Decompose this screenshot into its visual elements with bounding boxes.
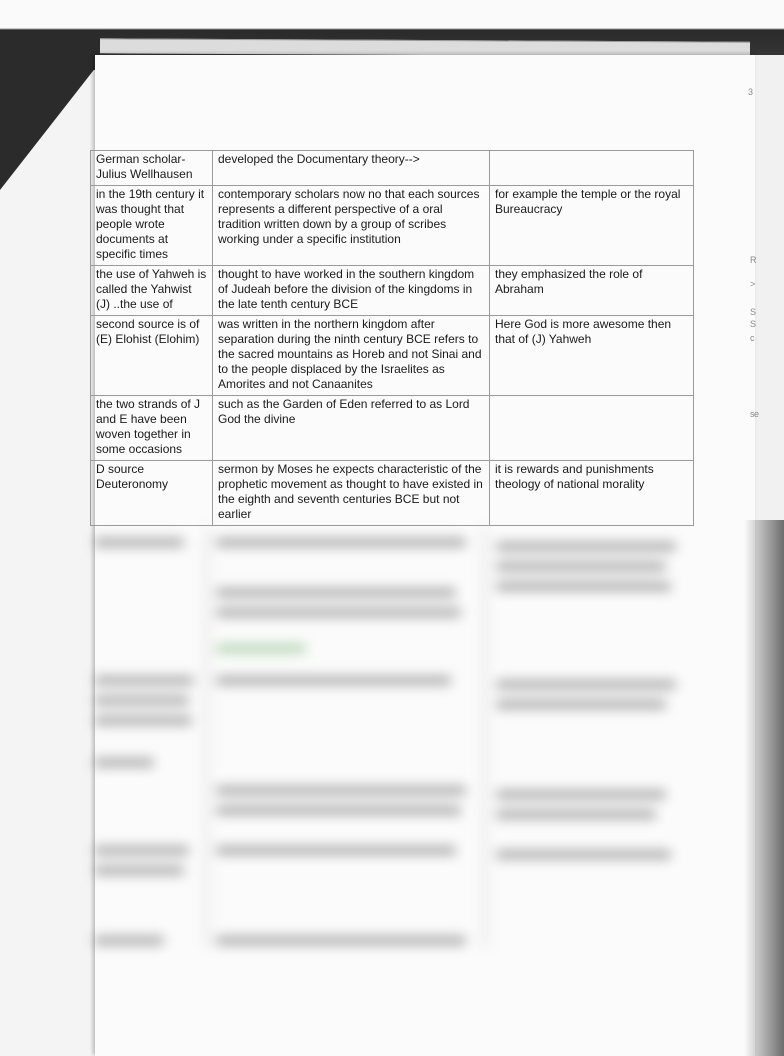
margin-marks — [748, 80, 784, 440]
table-cell: the two strands of J and E have been woven together in some occasions — [91, 396, 213, 461]
table-cell — [490, 396, 694, 461]
table-cell: for example the temple or the royal Bureaucracy — [490, 186, 694, 266]
table-cell: it is rewards and punishments theology of national morality — [490, 461, 694, 526]
table-row — [91, 186, 694, 266]
table-cell: German scholar-Julius Wellhausen — [91, 151, 213, 186]
margin-mark: 3 — [748, 87, 754, 97]
table-cell: in the 19th century it was thought that people wrote documents at specific times — [91, 186, 213, 266]
table-cell: sermon by Moses he expects characteristic of the prophetic movement as thought to have existed in the eighth and seventh centuries BCE but not earlier — [213, 461, 490, 526]
margin-mark: > — [750, 279, 756, 289]
scanner-background-left — [0, 30, 100, 190]
documentary-theory-table — [90, 150, 694, 526]
table-row — [91, 396, 694, 461]
margin-mark: c — [750, 333, 755, 343]
margin-mark: S — [750, 319, 757, 329]
margin-mark: e — [754, 409, 760, 419]
table-cell: developed the Documentary theory--> — [213, 151, 490, 186]
table-cell: second source is of (E) Elohist (Elohim) — [91, 316, 213, 396]
margin-mark: S — [750, 307, 757, 317]
table-row — [91, 461, 694, 526]
table-cell: was written in the northern kingdom after separation during the ninth century BCE refers to the sacred mountains as Horeb and not Sinai and to the people displaced by the Israelites as Amorites and not Canaanites — [213, 316, 490, 396]
margin-mark: R — [750, 255, 757, 265]
table-cell — [490, 151, 694, 186]
table-row — [91, 151, 694, 186]
table-row — [91, 266, 694, 316]
table-cell: thought to have worked in the southern kingdom of Judeah before the division of the kingdoms in the late tenth century BCE — [213, 266, 490, 316]
table-cell: the use of Yahweh is called the Yahwist (J) ..the use of — [91, 266, 213, 316]
table-cell: Here God is more awesome then that of (J) Yahweh — [490, 316, 694, 396]
table-cell: such as the Garden of Eden referred to as Lord God the divine — [213, 396, 490, 461]
right-edge-shadow — [744, 520, 784, 1056]
table-cell: contemporary scholars now no that each sources represents a different perspective of a oral tradition written down by a group of scribes working under a specific institution — [213, 186, 490, 266]
margin-mark: s — [750, 409, 755, 419]
blurred-page-region — [88, 528, 698, 968]
table-row — [91, 316, 694, 396]
table-cell: they emphasized the role of Abraham — [490, 266, 694, 316]
table-cell: D source Deuteronomy — [91, 461, 213, 526]
